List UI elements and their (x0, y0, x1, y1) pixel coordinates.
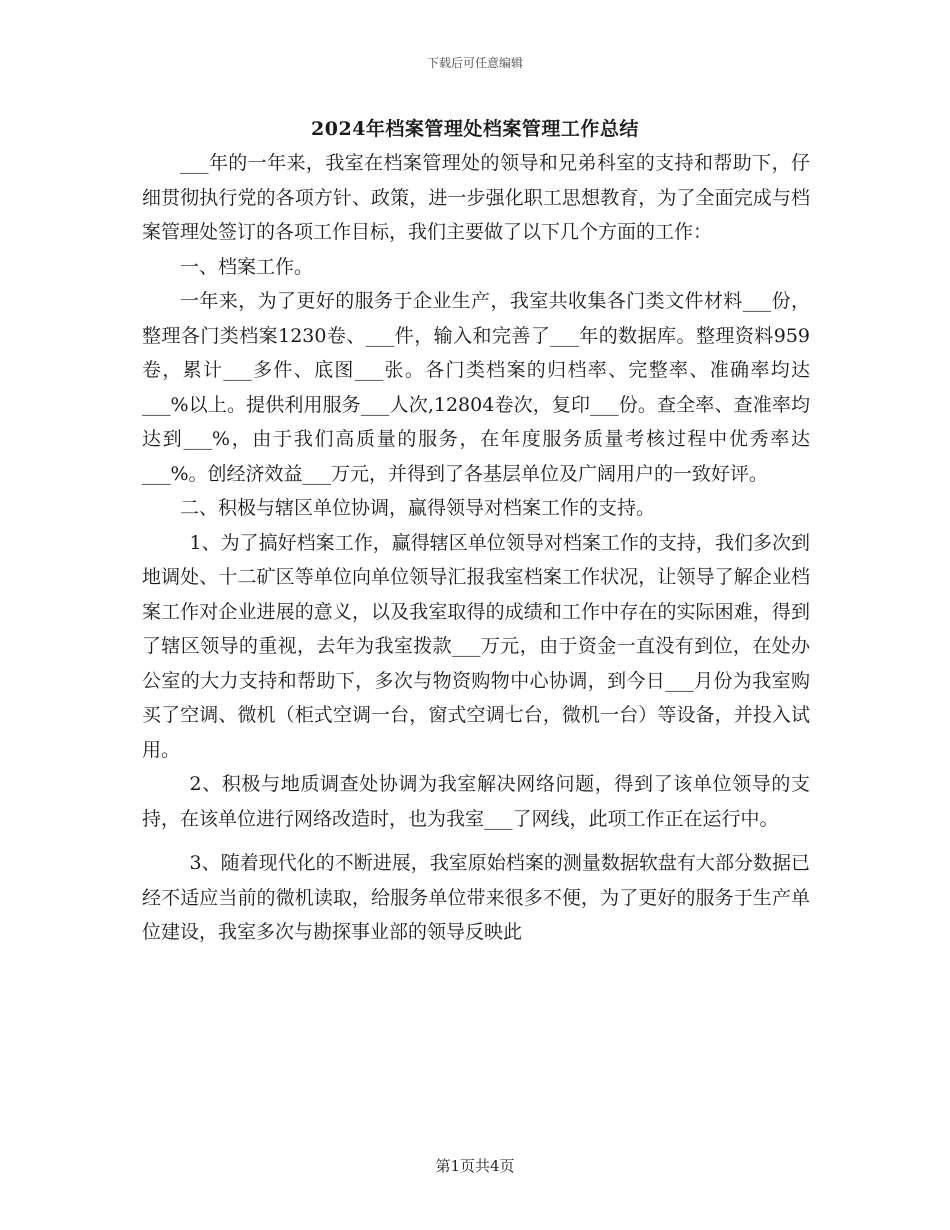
document-body (142, 146, 810, 950)
paragraph-item-1: 1、为了搞好档案工作，赢得辖区单位领导对档案工作的支持，我们多次到地调处、十二矿区等单位向单位领导汇报我室档案工作状况，让领导了解企业档案工作对企业进展的意义，以及我室取得的成绩和工作中存在的实际困难，得到了辖区领导的重视，去年为我室拨款___万元，由于资金一直没有到位，在处办公室的大力支持和帮助下，多次与物资购物中心协调，到今日___月份为我室购买了空调、微机（柜式空调一台，窗式空调七台，微机一台）等设备，并投入试用。 (142, 531, 810, 761)
paragraph-intro: ___年的一年来，我室在档案管理处的领导和兄弟科室的支持和帮助下，仔细贯彻执行党的各项方针、政策，进一步强化职工思想教育，为了全面完成与档案管理处签订的各项工作目标，我们主要做了以下几个方面的工作： (142, 152, 810, 243)
paragraph-archive-work: 一年来，为了更好的服务于企业生产，我室共收集各门类文件材料___份，整理各门类档案1230卷、___件，输入和完善了___年的数据库。整理资料959卷，累计___多件、底图___张。各门类档案的归档率、完整率、准确率均达___%以上。提供利用服务___人次,12804卷次，复印___份。查全率、查准率均达到___%，由于我们高质量的服务，在年度服务质量考核过程中优秀率达___%。创经济效益___万元，并得到了各基层单位及广阔用户的一致好评。 (142, 290, 810, 485)
paragraph-item-2: 2、积极与地质调查处协调为我室解决网络问题，得到了该单位领导的支持，在该单位进行网络改造时，也为我室___了网线，此项工作正在运行中。 (142, 773, 810, 830)
page-footer: 第1页共4页 (435, 1157, 515, 1175)
section-heading-coordination: 二、积极与辖区单位协调，赢得领导对档案工作的支持。 (180, 497, 656, 519)
document-title: 2024年档案管理处档案管理工作总结 (311, 118, 639, 140)
paragraph-item-3: 3、随着现代化的不断进展，我室原始档案的测量数据软盘有大部分数据已经不适应当前的微机读取，给服务单位带来很多不便，为了更好的服务于生产单位建设，我室多次与勘探事业部的领导反映此 (142, 852, 810, 943)
section-heading-archive-work: 一、档案工作。 (180, 255, 314, 278)
header-note: 下载后可任意编辑 (426, 56, 523, 70)
